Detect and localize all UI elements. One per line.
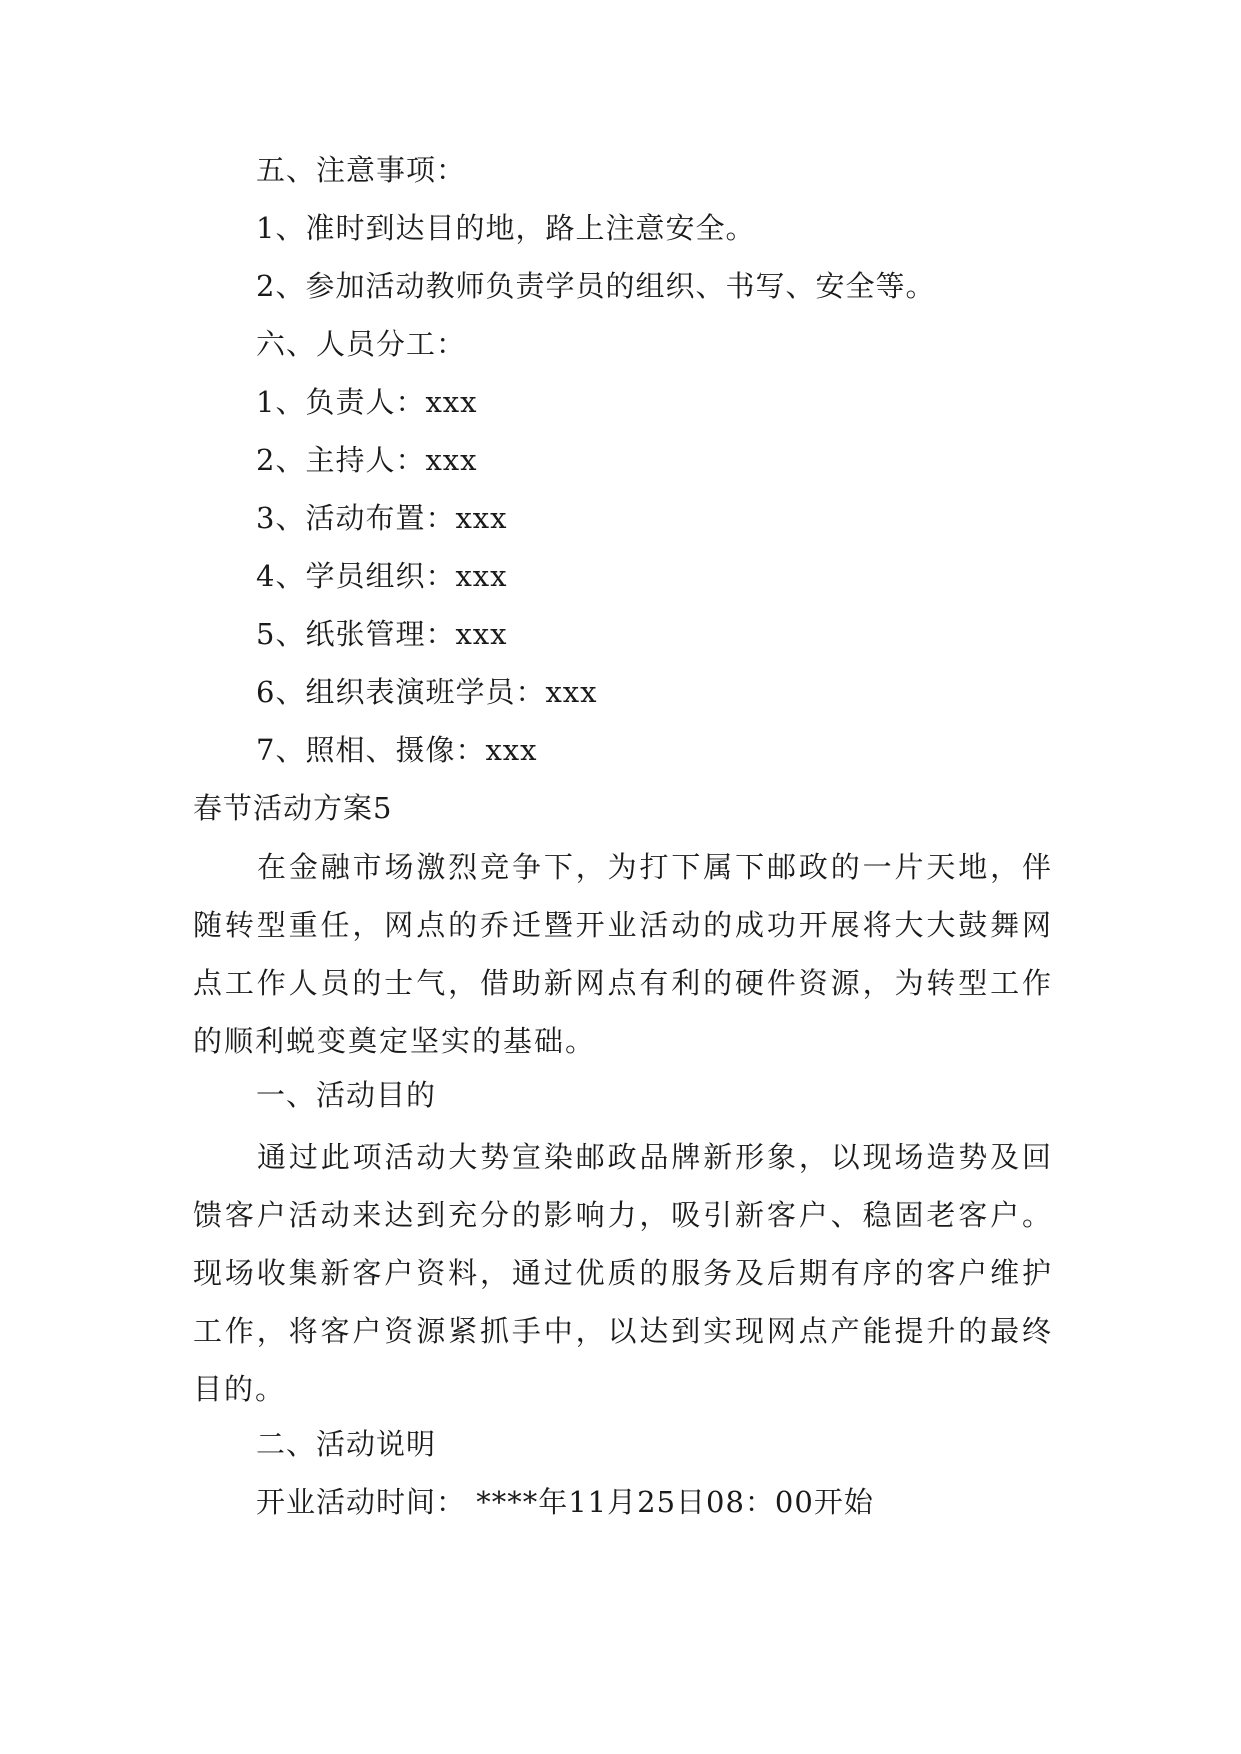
note-item: 1、准时到达目的地，路上注意安全。 [256,211,756,245]
staff-item: 7、照相、摄像：xxx [256,733,538,767]
goal-paragraph: 通过此项活动大势宣染邮政品牌新形象，以现场造势及回馈客户活动来达到充分的影响力，吸引新客户、稳固老客户。现场收集新客户资料，通过优质的服务及后期有序的客户维护工作，将客户资源紧抓手中，以达到实现网点产能提升的最终目的。 [193,1140,1053,1406]
staff-item: 2、主持人：xxx [256,443,478,477]
plan-title: 春节活动方案5 [193,791,393,825]
staff-item: 5、纸张管理：xxx [256,617,508,651]
section-heading-description: 二、活动说明 [256,1427,437,1461]
section-heading-notes: 五、注意事项： [256,153,467,187]
staff-item: 6、组织表演班学员：xxx [256,675,598,709]
intro-paragraph: 在金融市场激烈竞争下，为打下属下邮政的一片天地，伴随转型重任，网点的乔迁暨开业活动的成功开展将大大鼓舞网点工作人员的士气，借助新网点有利的硬件资源，为转型工作的顺利蜕变奠定坚实的基础。 [193,850,1053,1058]
staff-item: 3、活动布置：xxx [256,501,508,535]
section-heading-goal: 一、活动目的 [256,1078,437,1112]
staff-item: 4、学员组织：xxx [256,559,508,593]
opening-time-line: 开业活动时间： ****年11月25日08：00开始 [256,1485,874,1519]
staff-item: 1、负责人：xxx [256,385,478,419]
note-item: 2、参加活动教师负责学员的组织、书写、安全等。 [256,269,936,303]
section-heading-staff: 六、人员分工： [256,327,467,361]
